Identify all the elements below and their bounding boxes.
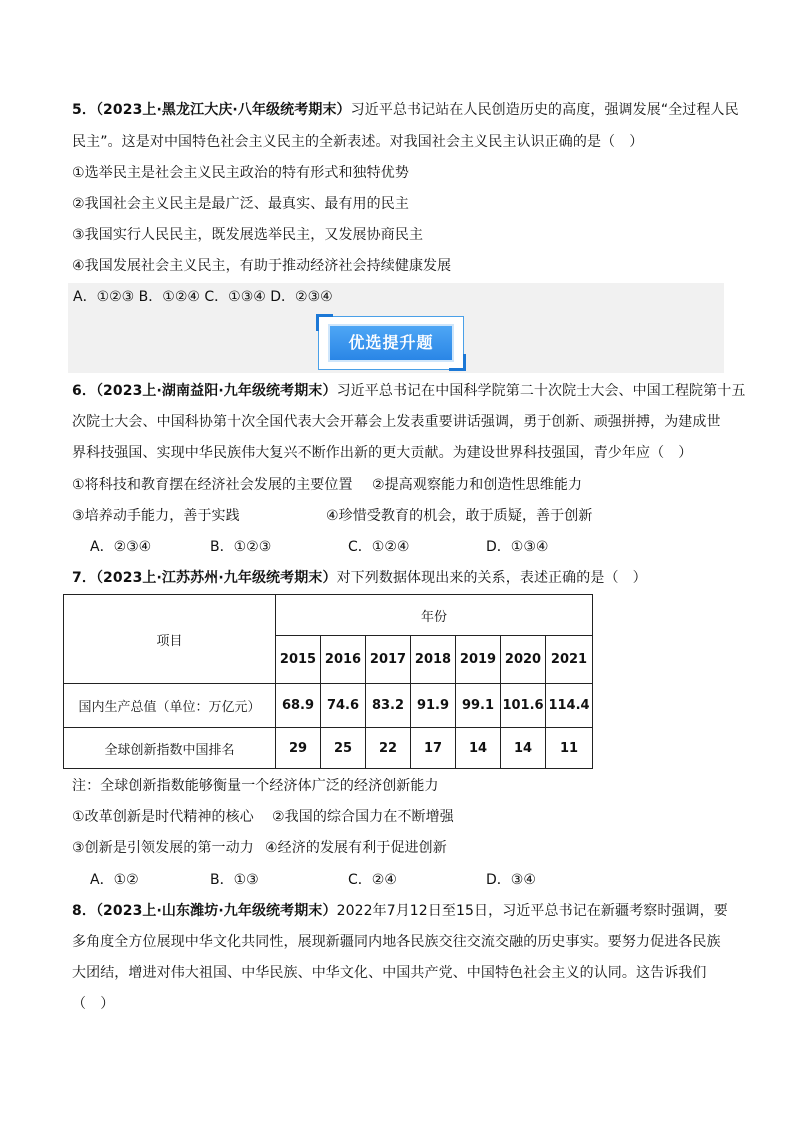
q5-statement-4: ④我国发展社会主义民主，有助于推动经济社会持续健康发展 [72,258,452,274]
table-year: 2017 [366,636,411,684]
q6-statement-3: ③培养动手能力，善于实践 [72,508,240,524]
q8-source: （2023上·山东潍坊·九年级统考期末） [95,903,337,919]
table-cell: 74.6 [321,684,366,728]
q5-statement-1: ①选举民主是社会主义民主政治的特有形式和独特优势 [72,165,409,181]
table-item-header: 项目 [64,595,276,684]
table-row-label: 全球创新指数中国排名 [64,728,276,769]
table-cell: 29 [276,728,321,769]
q6-statement-4: ④珍惜受教育的机会，敢于质疑，善于创新 [326,508,593,524]
q5-statement-3: ③我国实行人民民主，既发展选举民主，又发展协商民主 [72,227,424,243]
table-cell: 25 [321,728,366,769]
q7-option-c: C．②④ [348,872,397,888]
table-row [64,728,593,769]
q8-line-1 [72,901,728,921]
q5-stem-part1: 习近平总书记站在人民创造历史的高度，强调发展“全过程人民 [350,102,739,118]
q8-line-4: （ ） [72,996,115,1012]
table-cell: 14 [456,728,501,769]
q6-stem-part1: 习近平总书记在中国科学院第二十次院士大会、中国工程院第十五 [336,383,746,399]
table-row-label: 国内生产总值（单位：万亿元） [64,684,276,728]
table-cell: 14 [501,728,546,769]
q7-option-d: D．③④ [486,872,536,888]
table-cell: 22 [366,728,411,769]
q6-source: （2023上·湖南益阳·九年级统考期末） [95,383,337,399]
table-year: 2016 [321,636,366,684]
q6-option-d: D．①③④ [486,539,549,555]
q8-line-3: 大团结，增进对伟大祖国、中华民族、中华文化、中国共产党、中国特色社会主义的认同。这告诉我们 [72,965,707,981]
q6-line-3: 界科技强国、实现中华民族伟大复兴不断作出新的更大贡献。为建设世界科技强国，青少年应（ ） [72,445,693,461]
q7-statement-1: ①改革创新是时代精神的核心 [72,809,254,825]
q5-number: 5． [72,102,96,118]
q6-statement-2: ②提高观察能力和创造性思维能力 [372,477,583,493]
table-year: 2018 [411,636,456,684]
q7-source: （2023上·江苏苏州·九年级统考期末） [95,570,337,586]
q6-option-c: C．①②④ [348,539,410,555]
q7-option-b: B．①③ [210,872,259,888]
q7-line-1 [72,568,647,588]
q7-statement-3: ③创新是引领发展的第一动力 [72,840,254,856]
q7-data-table [63,594,593,769]
table-cell: 99.1 [456,684,501,728]
table-row [64,684,593,728]
q8-number: 8． [72,903,96,919]
q7-note: 注：全球创新指数能够衡量一个经济体广泛的经济创新能力 [72,778,439,794]
section-banner [318,316,466,371]
q5-line-2: 民主”。这是对中国特色社会主义民主的全新表述。对我国社会主义民主认识正确的是（ ） [72,134,644,150]
table-year: 2015 [276,636,321,684]
q6-number: 6． [72,383,96,399]
q6-option-b: B．①②③ [210,539,272,555]
q5-statement-2: ②我国社会主义民主是最广泛、最真实、最有用的民主 [72,196,409,212]
table-cell: 68.9 [276,684,321,728]
table-year: 2020 [501,636,546,684]
q6-option-a: A．②③④ [90,539,152,555]
table-cell: 11 [546,728,593,769]
banner-label: 优选提升题 [330,326,452,360]
q7-stem: 对下列数据体现出来的关系，表述正确的是（ ） [336,570,647,586]
table-cell: 91.9 [411,684,456,728]
q6-line-1 [72,381,745,401]
table-cell: 17 [411,728,456,769]
q5-source: （2023上·黑龙江大庆·八年级统考期末） [95,102,351,118]
q7-statement-4: ④经济的发展有利于促进创新 [265,840,447,856]
table-year: 2021 [546,636,593,684]
table-cell: 101.6 [501,684,546,728]
q7-option-a: A．①② [90,872,139,888]
q8-stem-part1: 2022年7月12日至15日，习近平总书记在新疆考察时强调，要 [336,903,728,919]
table-year-header: 年份 [276,595,593,636]
table-cell: 83.2 [366,684,411,728]
q7-number: 7． [72,570,96,586]
q6-statement-1: ①将科技和教育摆在经济社会发展的主要位置 [72,477,353,493]
table-year: 2019 [456,636,501,684]
q6-line-2: 次院士大会、中国科协第十次全国代表大会开幕会上发表重要讲话强调，勇于创新、顽强拼搏，为建成世 [72,414,721,430]
q5-options: A．①②③ B．①②④ C．①③④ D．②③④ [73,289,333,305]
table-cell: 114.4 [546,684,593,728]
q5-line-1 [72,100,739,120]
q8-line-2: 多角度全方位展现中华文化共同性，展现新疆同内地各民族交往交流交融的历史事实。要努力促进各民族 [72,934,721,950]
q7-statement-2: ②我国的综合国力在不断增强 [272,809,454,825]
